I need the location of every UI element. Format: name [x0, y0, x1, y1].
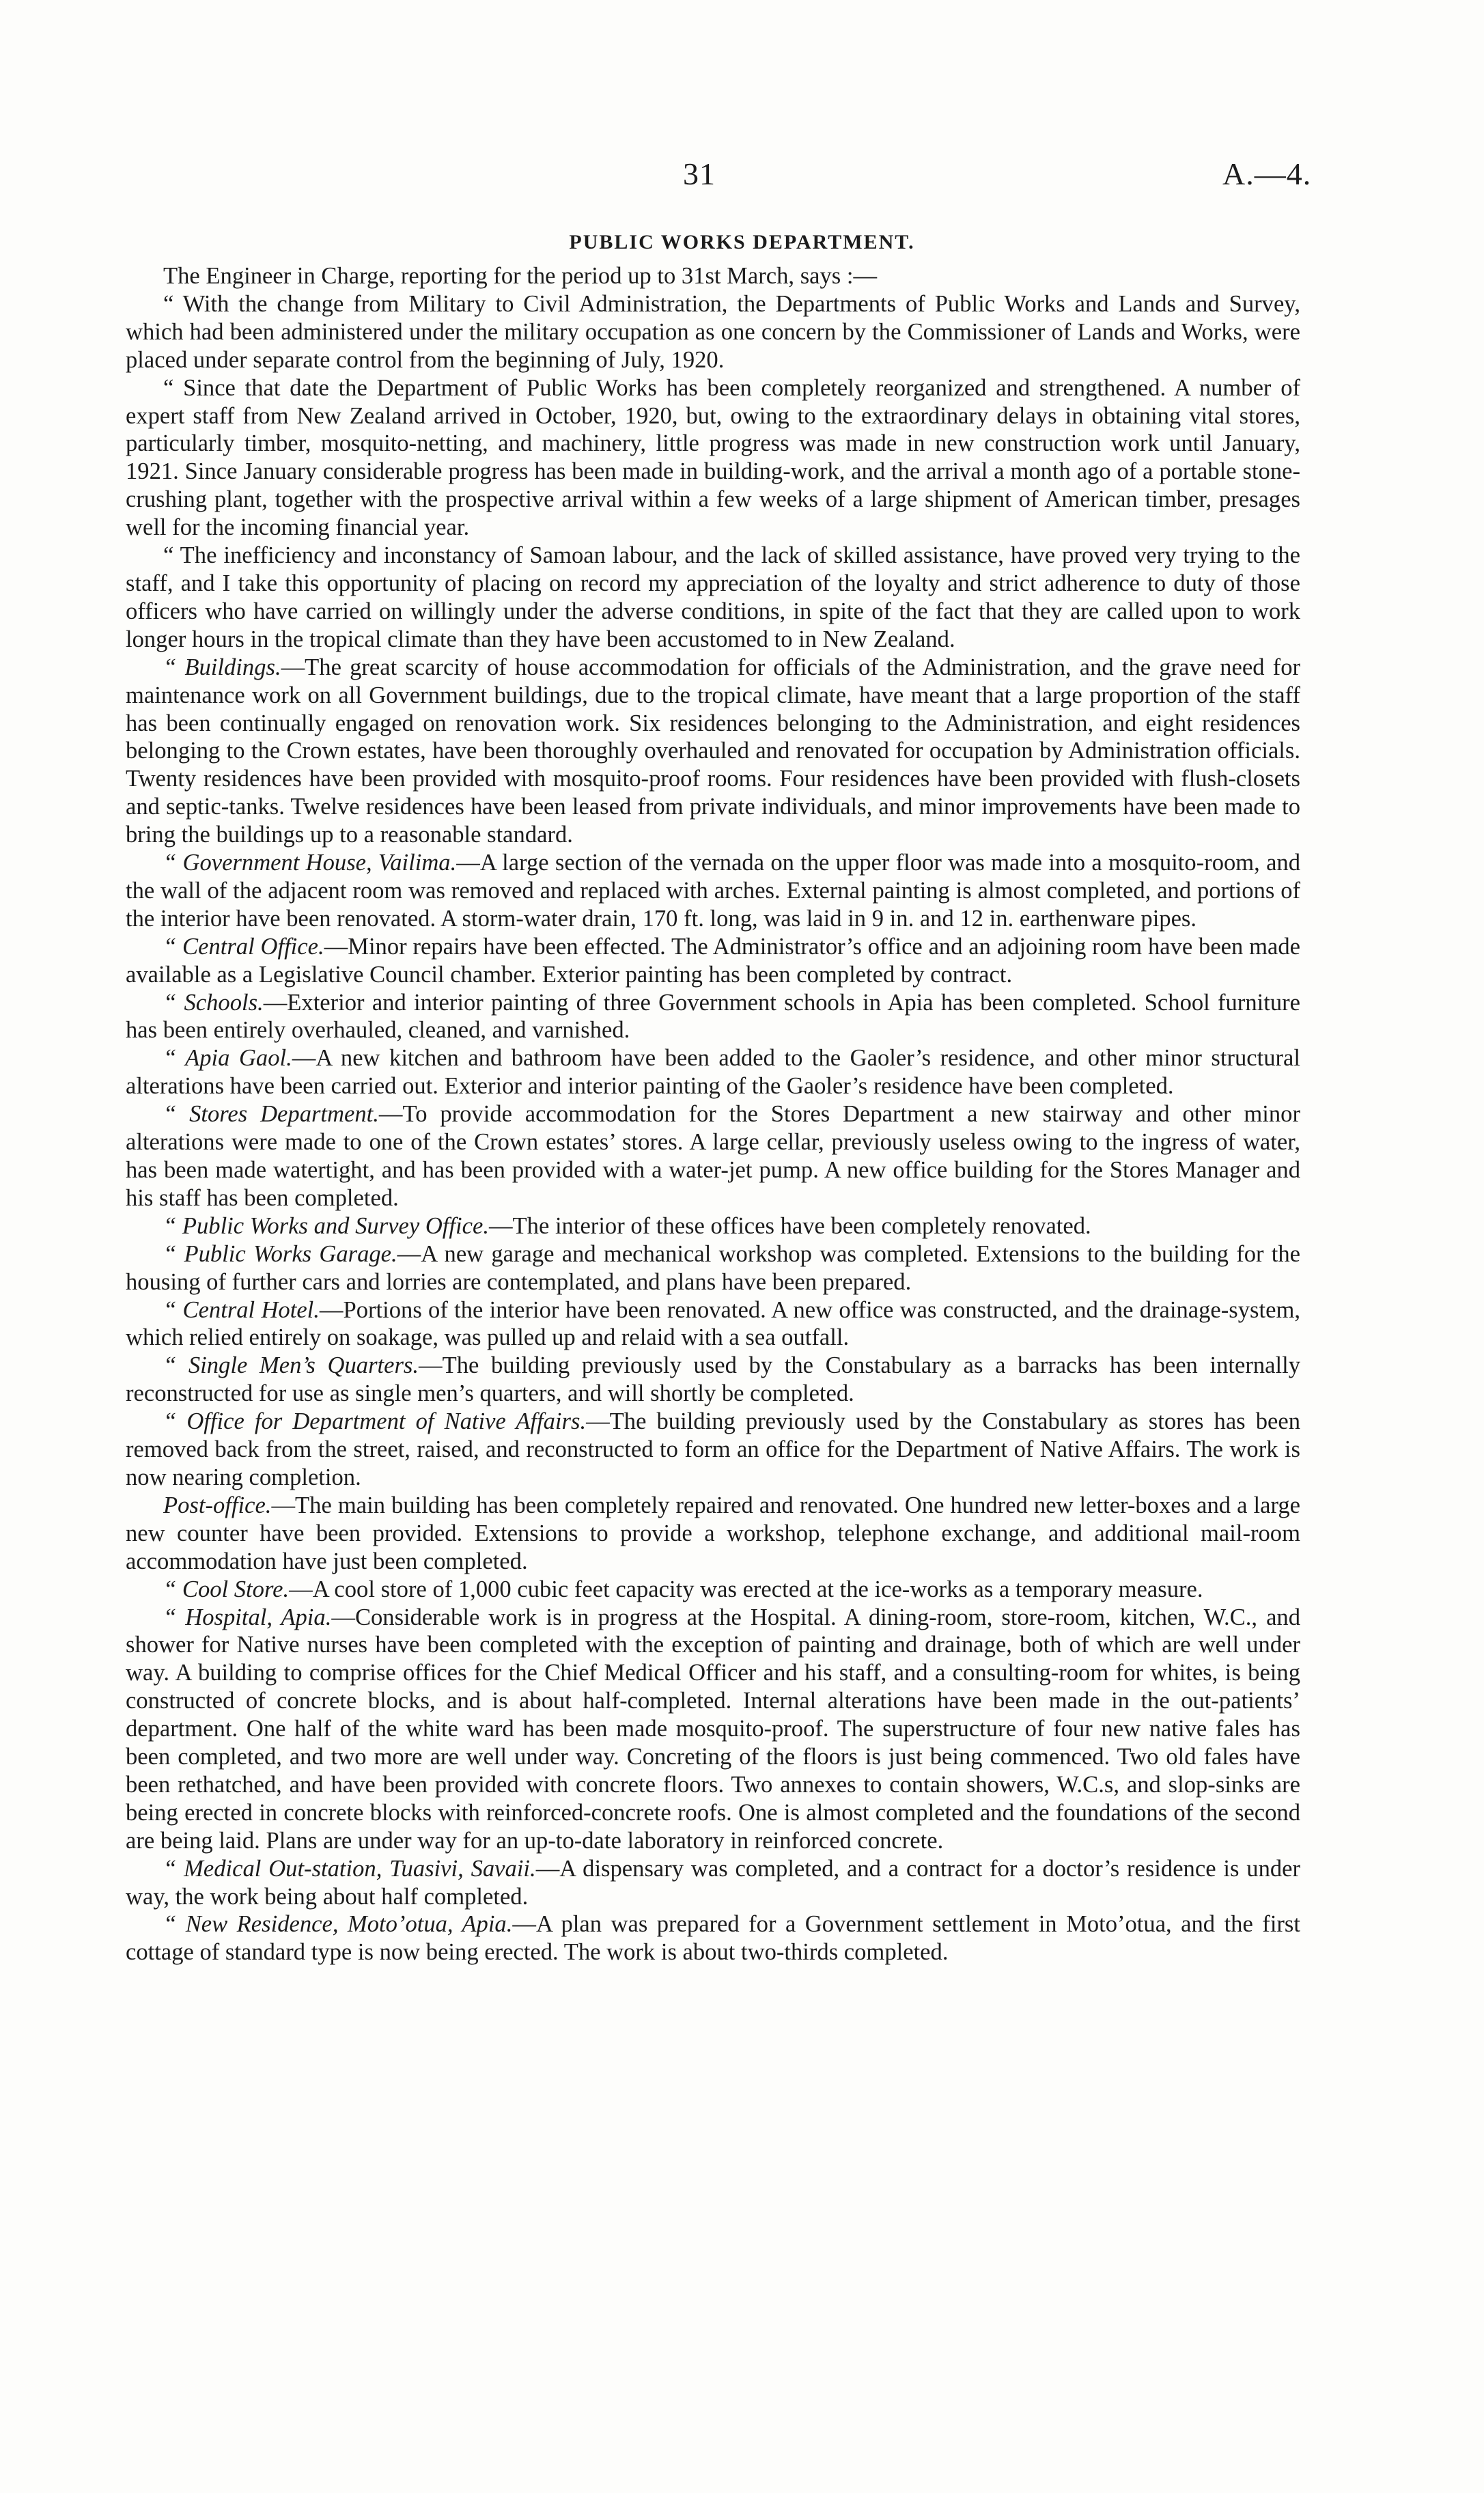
- paragraph-text: —Portions of the interior have been renovated. A new office was constructed, and the drainage-system, which relied entirely on soakage, was pulled up and relaid with a sea outfall.: [126, 1296, 1300, 1351]
- report-paragraph: [126, 1296, 1300, 1352]
- report-paragraph: [126, 1240, 1300, 1296]
- report-paragraph: [126, 989, 1300, 1045]
- paragraph-heading: “ Cool Store.: [163, 1576, 290, 1602]
- paragraph-text: —Considerable work is in progress at the Hospital. A dining-room, store-room, kitchen, W.C., and shower for Native nurses have been completed with the exception of painting and drainage, both of which are well under way. A building to comprise offices for the Chief Medical Officer and his staff, and a consulting-room for whites, is being constructed of concrete blocks, and is about half-completed. Internal alterations have been made in the out-patients’ department. One half of the white ward has been made mosquito-proof. The superstructure of four new native fales has been completed, and two more are well under way. Concreting of the floors is just being commenced. Two old fales have been rethatched, and have been provided with concrete floors. Two annexes to contain showers, W.C.s, and slop-sinks are being erected in concrete blocks with reinforced-concrete roofs. One is almost completed and the foundations of the second are being laid. Plans are under way for an up-to-date laboratory in reinforced concrete.: [126, 1604, 1300, 1854]
- report-paragraph: [126, 1492, 1300, 1576]
- page-number: 31: [683, 156, 716, 191]
- report-paragraph: [126, 1855, 1300, 1911]
- report-body: [126, 262, 1300, 1966]
- paragraph-text: —The great scarcity of house accommodation for officials of the Administration, and the grave need for maintenance work on all Government buildings, due to the tropical climate, have meant that a large proportion of the staff has been continually engaged on renovation work. Six residences belonging to the Administration, and eight residences belonging to the Crown estates, have been thoroughly overhauled and renovated for occupation by Administration officials. Twenty residences have been provided with mosquito-proof rooms. Four residences have been provided with flush-closets and septic-tanks. Twelve residences have been leased from private individuals, and minor improvements have been made to bring the buildings up to a reasonable standard.: [126, 654, 1300, 848]
- report-paragraph: [126, 1604, 1300, 1855]
- paragraph-heading: “ Office for Department of Native Affairs.: [163, 1408, 587, 1435]
- section-title: PUBLIC WORKS DEPARTMENT.: [569, 231, 915, 253]
- report-paragraph: [126, 1352, 1300, 1408]
- paragraph-text: The Engineer in Charge, reporting for the period up to 31st March, says :—: [163, 263, 878, 289]
- paragraph-heading: “ Central Hotel.: [163, 1296, 320, 1323]
- report-paragraph: [126, 542, 1300, 654]
- paragraph-heading: “ Government House, Vailima.: [163, 850, 457, 876]
- paragraph-text: —A new kitchen and bathroom have been added to the Gaoler’s residence, and other minor structural alterations have been carried out. Exterior and interior painting of the Gaoler’s residence have been completed.: [126, 1045, 1300, 1100]
- paragraph-text: —Minor repairs have been effected. The Administrator’s office and an adjoining room have been made available as a Legislative Council chamber. Exterior painting has been completed by contract.: [126, 933, 1300, 988]
- report-paragraph: [126, 654, 1300, 849]
- report-paragraph: [126, 1408, 1300, 1492]
- paragraph-text: —The building previously used by the Constabulary as a barracks has been internally reconstructed for use as single men’s quarters, and will shortly be completed.: [126, 1352, 1300, 1407]
- page-header: [0, 156, 1484, 210]
- report-paragraph: [126, 1910, 1300, 1966]
- paragraph-text: “ With the change from Military to Civil Administration, the Departments of Public Works and Lands and Survey, which had been administered under the military occupation as one concern by the Commissioner of Lands and Works, were placed under separate control from the beginning of July, 1920.: [126, 290, 1300, 373]
- report-paragraph: [126, 849, 1300, 933]
- paragraph-heading: “ Buildings.: [163, 654, 281, 680]
- paragraph-text: —The building previously used by the Constabulary as stores has been removed back from the street, raised, and reconstructed to form an office for the Department of Native Affairs. The work is now nearing completion.: [126, 1408, 1300, 1490]
- paragraph-heading: “ Stores Department.: [163, 1101, 379, 1128]
- paragraph-heading: “ Hospital, Apia.: [163, 1604, 332, 1630]
- paragraph-text: —The main building has been completely repaired and renovated. One hundred new letter-boxes and a large new counter have been provided. Extensions to provide a workshop, telephone exchange, and additional mail-room accommodation have just been completed.: [126, 1492, 1300, 1574]
- report-paragraph: [126, 290, 1300, 374]
- paragraph-text: “ The inefficiency and inconstancy of Samoan labour, and the lack of skilled assistance, have proved very trying to the staff, and I take this opportunity of placing on record my appreciation of the loyalty and strict adherence to duty of those officers who have carried on willingly under the adverse conditions, in spite of the fact that they are called upon to work longer hours in the tropical climate than they have been accustomed to in New Zealand.: [126, 542, 1300, 652]
- paragraph-text: —A dispensary was completed, and a contract for a doctor’s residence is under way, the work being about half completed.: [126, 1855, 1301, 1910]
- report-paragraph: [126, 1576, 1300, 1604]
- document-reference: A.—4.: [1222, 156, 1312, 191]
- report-paragraph: [126, 1212, 1300, 1240]
- report-paragraph: [126, 933, 1300, 989]
- paragraph-text: —A plan was prepared for a Government settlement in Moto’otua, and the first cottage of standard type is now being erected. The work is about two-thirds completed.: [126, 1911, 1300, 1966]
- paragraph-heading: “ New Residence, Moto’otua, Apia.: [163, 1911, 513, 1938]
- report-paragraph: [126, 1100, 1300, 1212]
- paragraph-text: “ Since that date the Department of Public Works has been completely reorganized and strengthened. A number of expert staff from New Zealand arrived in October, 1920, but, owing to the extraordinary delays in obtaining vital stores, particularly timber, mosquito-netting, and machinery, little progress was made in new construction work until January, 1921. Since January considerable progress has been made in building-work, and the arrival a month ago of a portable stone-crushing plant, together with the prospective arrival within a few weeks of a large shipment of American timber, presages well for the incoming financial year.: [126, 374, 1300, 541]
- paragraph-heading: Post-office.: [163, 1492, 272, 1518]
- paragraph-heading: “ Public Works and Survey Office.: [163, 1212, 489, 1239]
- paragraph-heading: “ Schools.: [163, 989, 264, 1016]
- report-paragraph: [126, 374, 1300, 542]
- paragraph-heading: “ Medical Out-station, Tuasivi, Savaii.: [163, 1855, 536, 1882]
- report-paragraph: [126, 1044, 1300, 1100]
- report-paragraph: [126, 262, 1300, 290]
- paragraph-heading: “ Central Office.: [163, 933, 324, 960]
- paragraph-text: —The interior of these offices have been completely renovated.: [488, 1212, 1091, 1239]
- paragraph-text: —A new garage and mechanical workshop was completed. Extensions to the building for the housing of further cars and lorries are contemplated, and plans have been prepared.: [126, 1240, 1300, 1295]
- paragraph-text: —A cool store of 1,000 cubic feet capacity was erected at the ice-works as a temporary measure.: [289, 1576, 1203, 1602]
- paragraph-heading: “ Apia Gaol.: [163, 1045, 292, 1072]
- paragraph-text: —Exterior and interior painting of three Government schools in Apia has been completed. School furniture has been entirely overhauled, cleaned, and varnished.: [126, 989, 1300, 1044]
- paragraph-heading: “ Single Men’s Quarters.: [163, 1352, 419, 1379]
- paragraph-text: —To provide accommodation for the Stores Department a new stairway and other minor alterations were made to one of the Crown estates’ stores. A large cellar, previously useless owing to the ingress of water, has been made watertight, and has been provided with a water-jet pump. A new office building for the Stores Manager and his staff has been completed.: [126, 1101, 1300, 1211]
- paragraph-text: —A large section of the vernada on the upper floor was made into a mosquito-room, and the wall of the adjacent room was removed and replaced with arches. External painting is almost completed, and portions of the interior have been renovated. A storm-water drain, 170 ft. long, was laid in 9 in. and 12 in. earthenware pipes.: [126, 850, 1301, 932]
- paragraph-heading: “ Public Works Garage.: [163, 1240, 397, 1267]
